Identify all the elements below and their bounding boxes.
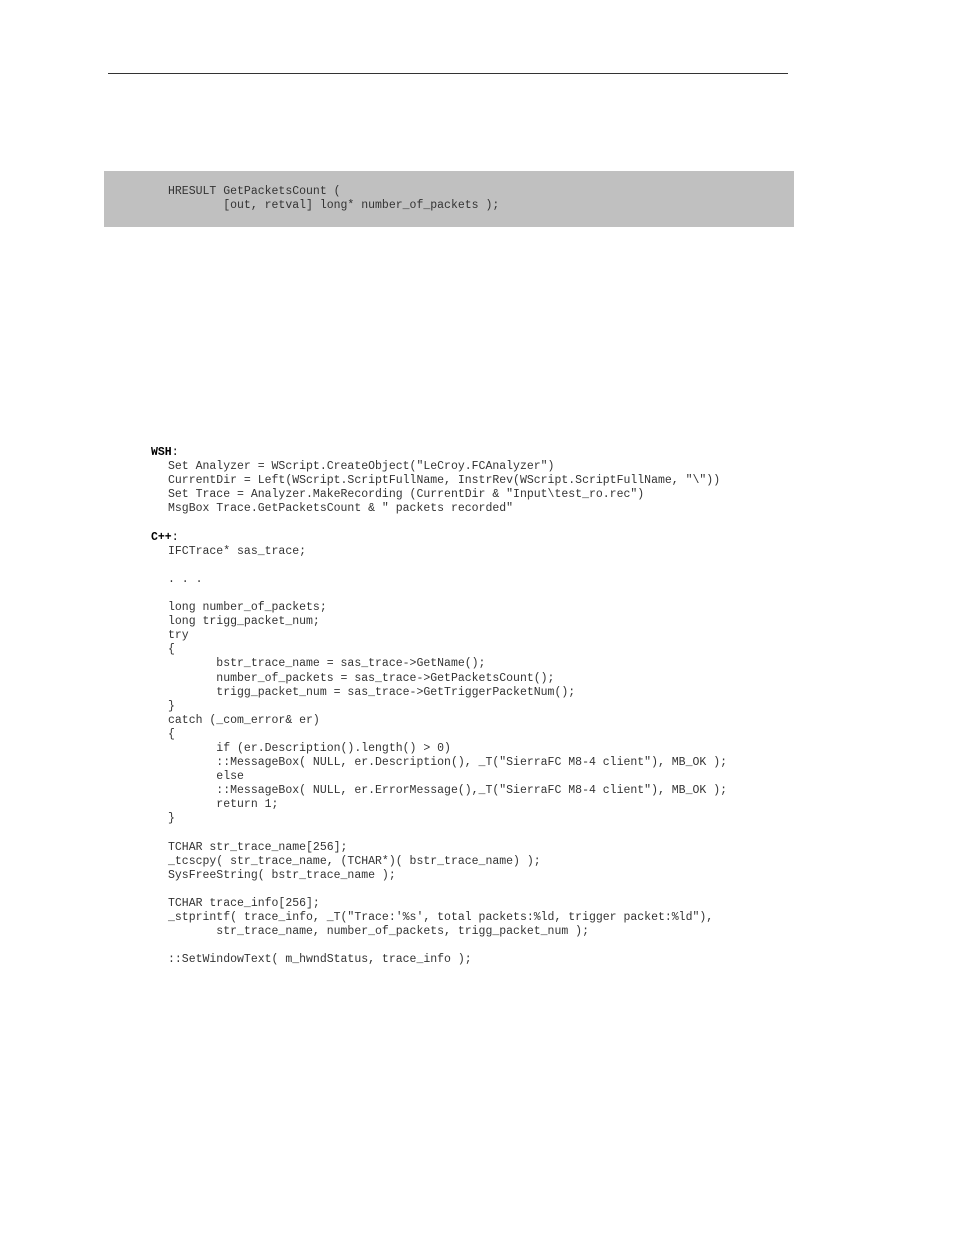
wsh-colon: : <box>171 446 179 459</box>
cpp-colon: : <box>171 530 179 544</box>
wsh-label: WSH <box>151 446 172 459</box>
syntax-line: [out, retval] long* number_of_packets ); <box>168 199 500 212</box>
syntax-line: HRESULT GetPacketsCount ( <box>168 185 341 198</box>
cpp-code-block: IFCTrace* sas_trace; . . . long number_of_packets; long trigg_packet_num; try { bstr_trace_name = sas_trace->GetName(); number_of_packets = sas_trace->GetPacketsCount(); trigg_packet_num = sas_trace->GetTriggerPacketNum(); } catch (_com_error& er) { if (er.Description().length() > 0) ::MessageBox( NULL, er.Description(), _T("SierraFC M8-4 client"), MB_OK ); else ::MessageBox( NULL, er.ErrorMessage(),_T("SierraFC M8-4 client"), MB_OK ); return 1; } TCHAR str_trace_name[256]; _tcscpy( str_trace_name, (TCHAR*)( bstr_trace_name) ); SysFreeString( bstr_trace_name ); TCHAR trace_info[256]; _stprintf( trace_info, _T("Trace:'%s', total packets:%ld, trigger packet:%ld"), str_trace_name, number_of_packets, trigg_packet_num ); ::SetWindowText( m_hwndStatus, trace_info ); <box>168 544 727 967</box>
header-rule <box>108 73 788 74</box>
cpp-label-row <box>151 531 831 545</box>
wsh-label-row <box>151 446 831 460</box>
syntax-box <box>104 171 794 227</box>
wsh-code-block: Set Analyzer = WScript.CreateObject("LeCroy.FCAnalyzer") CurrentDir = Left(WScript.ScriptFullName, InstrRev(WScript.ScriptFullName, "\")) Set Trace = Analyzer.MakeRecording (CurrentDir & "Input\test_ro.rec") MsgBox Trace.GetPacketsCount & " packets recorded" <box>168 460 721 516</box>
example-section <box>151 446 831 967</box>
cpp-label: C++ <box>151 530 172 544</box>
